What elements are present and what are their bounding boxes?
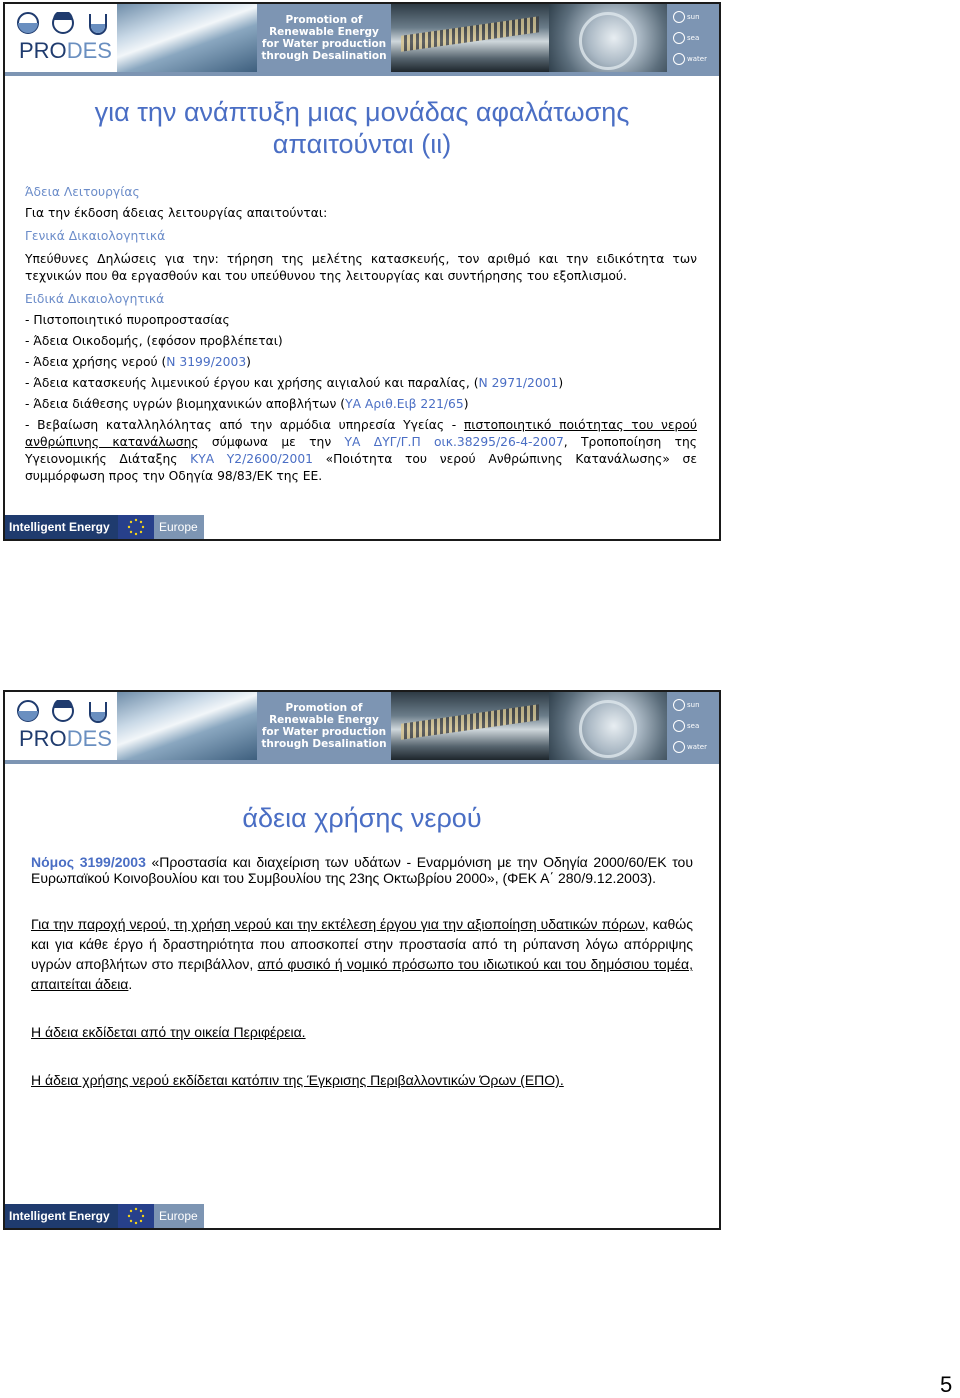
law-paragraph: Νόμος 3199/2003 «Προστασία και διαχείριση των υδάτων - Εναρμόνιση με την Οδηγία 2000/60/ΕΚ του Ευρωπαϊκού Κοινοβουλίου και του Συμβουλίου της 23ης Οκτωβρίου 2000», (ΦΕΚ Α΄ 280/9.12.2003).: [31, 854, 693, 886]
water-glass-image: [549, 4, 667, 72]
slide-2: [3, 690, 721, 1230]
side-word: sun: [687, 701, 700, 709]
promo-line: for Water production: [261, 38, 387, 50]
promo-line: Renewable Energy: [269, 26, 379, 38]
header-divider: [5, 760, 719, 764]
law-reference: ΚΥΑ Υ2/2600/2001: [190, 452, 313, 466]
specific-heading: Ειδικά Δικαιολογητικά: [25, 292, 165, 306]
general-heading: Γενικά Δικαιολογητικά: [25, 229, 166, 243]
promo-line: Promotion of: [285, 14, 363, 26]
side-word: sea: [687, 34, 700, 42]
list-item: - Άδεια Οικοδομής, (εφόσον προβλέπεται): [25, 334, 283, 348]
wave-image: [117, 4, 257, 72]
law-reference: Νόμος 3199/2003: [31, 854, 146, 870]
side-word: water: [687, 55, 707, 63]
law-reference: ΥΑ Αριθ.Ειβ 221/65: [345, 397, 464, 411]
slide-header: [5, 692, 719, 760]
slide-title: για την ανάπτυξη μιας μονάδας αφαλάτωσης απαιτούνται (ιι): [94, 97, 630, 159]
slide-footer: [5, 515, 719, 539]
law-reference: Ν 3199/2003: [166, 355, 247, 369]
eu-flag-icon: [118, 1204, 154, 1228]
intelligent-energy-label: Intelligent Energy: [5, 515, 118, 539]
issuing-authority-text: Η άδεια εκδίδεται από την οικεία Περιφέρεια.: [31, 1024, 306, 1040]
general-text: Υπεύθυνες Δηλώσεις για την: τήρηση της μελέτης κατασκευής, τον αριθμό και την ειδικότητα των τεχνικών που θα εργασθούν και του υπεύθυνου της λειτουργίας και συντήρησης του εξοπλισμού.: [25, 252, 697, 283]
slide-body: [31, 854, 693, 1090]
promo-banner: [257, 692, 391, 760]
list-item: - Άδεια κατασκευής λιμενικού έργου και χρήσης αιγιαλού και παραλίας, (Ν 2971/2001): [25, 376, 564, 390]
side-word: sun: [687, 13, 700, 21]
promo-line: Promotion of: [285, 702, 363, 714]
slide-header: [5, 4, 719, 72]
promo-banner: [257, 4, 391, 72]
europe-label: Europe: [154, 1204, 204, 1228]
permit-paragraph: Για την παροχή νερού, τη χρήση νερού και την εκτέλεση έργου για την αξιοποίηση υδατικών πόρων, καθώς και για κάθε έργο ή δραστηριότητα που αποσκοπεί στην προστασία από τη ρύπανση λόγω απόρριψης υγρών αποβλήτων στο περιβάλλον, από φυσικό ή νομικό πρόσωπο του ιδιωτικού και του δημόσιου τομέα, απαιτείται άδεια.: [31, 916, 693, 992]
side-word: sea: [687, 722, 700, 730]
slide-body: [25, 184, 697, 485]
promo-line: Renewable Energy: [269, 714, 379, 726]
intro-text: Για την έκδοση άδειας λειτουργίας απαιτούνται:: [25, 206, 328, 220]
intelligent-energy-label: Intelligent Energy: [5, 1204, 118, 1228]
page-number: 5: [940, 1372, 953, 1397]
slide-1: [3, 2, 721, 541]
promo-line: through Desalination: [261, 738, 387, 750]
eu-flag-icon: [118, 515, 154, 539]
promo-line: for Water production: [261, 726, 387, 738]
logo-text: PRODES: [19, 38, 112, 63]
sun-sea-water-list: [667, 692, 719, 760]
slide-footer: [5, 1204, 719, 1228]
list-item: - Πιστοποιητικό πυροπροστασίας: [25, 313, 230, 327]
sea-icon: [673, 720, 685, 732]
sun-icon: [673, 699, 685, 711]
approval-text: Η άδεια χρήσης νερού εκδίδεται κατόπιν της Έγκρισης Περιβαλλοντικών Όρων (ΕΠΟ).: [31, 1072, 564, 1088]
law-reference: ΥΑ ΔΥΓ/Γ.Π οικ.38295/26-4-2007: [344, 435, 564, 449]
side-word: water: [687, 743, 707, 751]
prodes-logo: [5, 692, 117, 760]
list-item: - Άδεια διάθεσης υγρών βιομηχανικών αποβλήτων (ΥΑ Αριθ.Ειβ 221/65): [25, 397, 469, 411]
list-item: - Βεβαίωση καταλληλόλητας από την αρμόδια υπηρεσία Υγείας - πιστοποιητικό ποιότητας του νερού ανθρώπινης κατανάλωσης σύμφωνα με την ΥΑ ΔΥΓ/Γ.Π οικ.38295/26-4-2007, Τροποποίηση της Υγειονομικής Διάταξης ΚΥΑ Υ2/2600/2001 «Ποιότητα του νερού Ανθρώπινης Κατανάλωσης» σε συμμόρφωση προς την Οδηγία 98/83/ΕΚ της ΕΕ.: [25, 418, 698, 483]
logo-circles-icon: [17, 12, 112, 36]
promo-line: through Desalination: [261, 50, 387, 62]
certificate-text: πιστοποιητικό ποιότητας του νερού ανθρώπινης κατανάλωσης: [25, 418, 698, 449]
list-item: - Άδεια χρήσης νερού (Ν 3199/2003): [25, 355, 251, 369]
europe-label: Europe: [154, 515, 204, 539]
water-glass-image: [549, 692, 667, 760]
sea-icon: [673, 32, 685, 44]
permit-heading: Άδεια Λειτουργίας: [25, 185, 140, 199]
law-reference: Ν 2971/2001: [478, 376, 559, 390]
water-icon: [673, 53, 685, 65]
solar-panel-image: [391, 692, 549, 760]
water-icon: [673, 741, 685, 753]
header-divider: [5, 72, 719, 76]
logo-text: PRODES: [19, 726, 112, 751]
sun-icon: [673, 11, 685, 23]
logo-circles-icon: [17, 700, 112, 724]
sun-sea-water-list: [667, 4, 719, 72]
prodes-logo: [5, 4, 117, 72]
slide-title: άδεια χρήσης νερού: [242, 803, 482, 833]
wave-image: [117, 692, 257, 760]
solar-panel-image: [391, 4, 549, 72]
